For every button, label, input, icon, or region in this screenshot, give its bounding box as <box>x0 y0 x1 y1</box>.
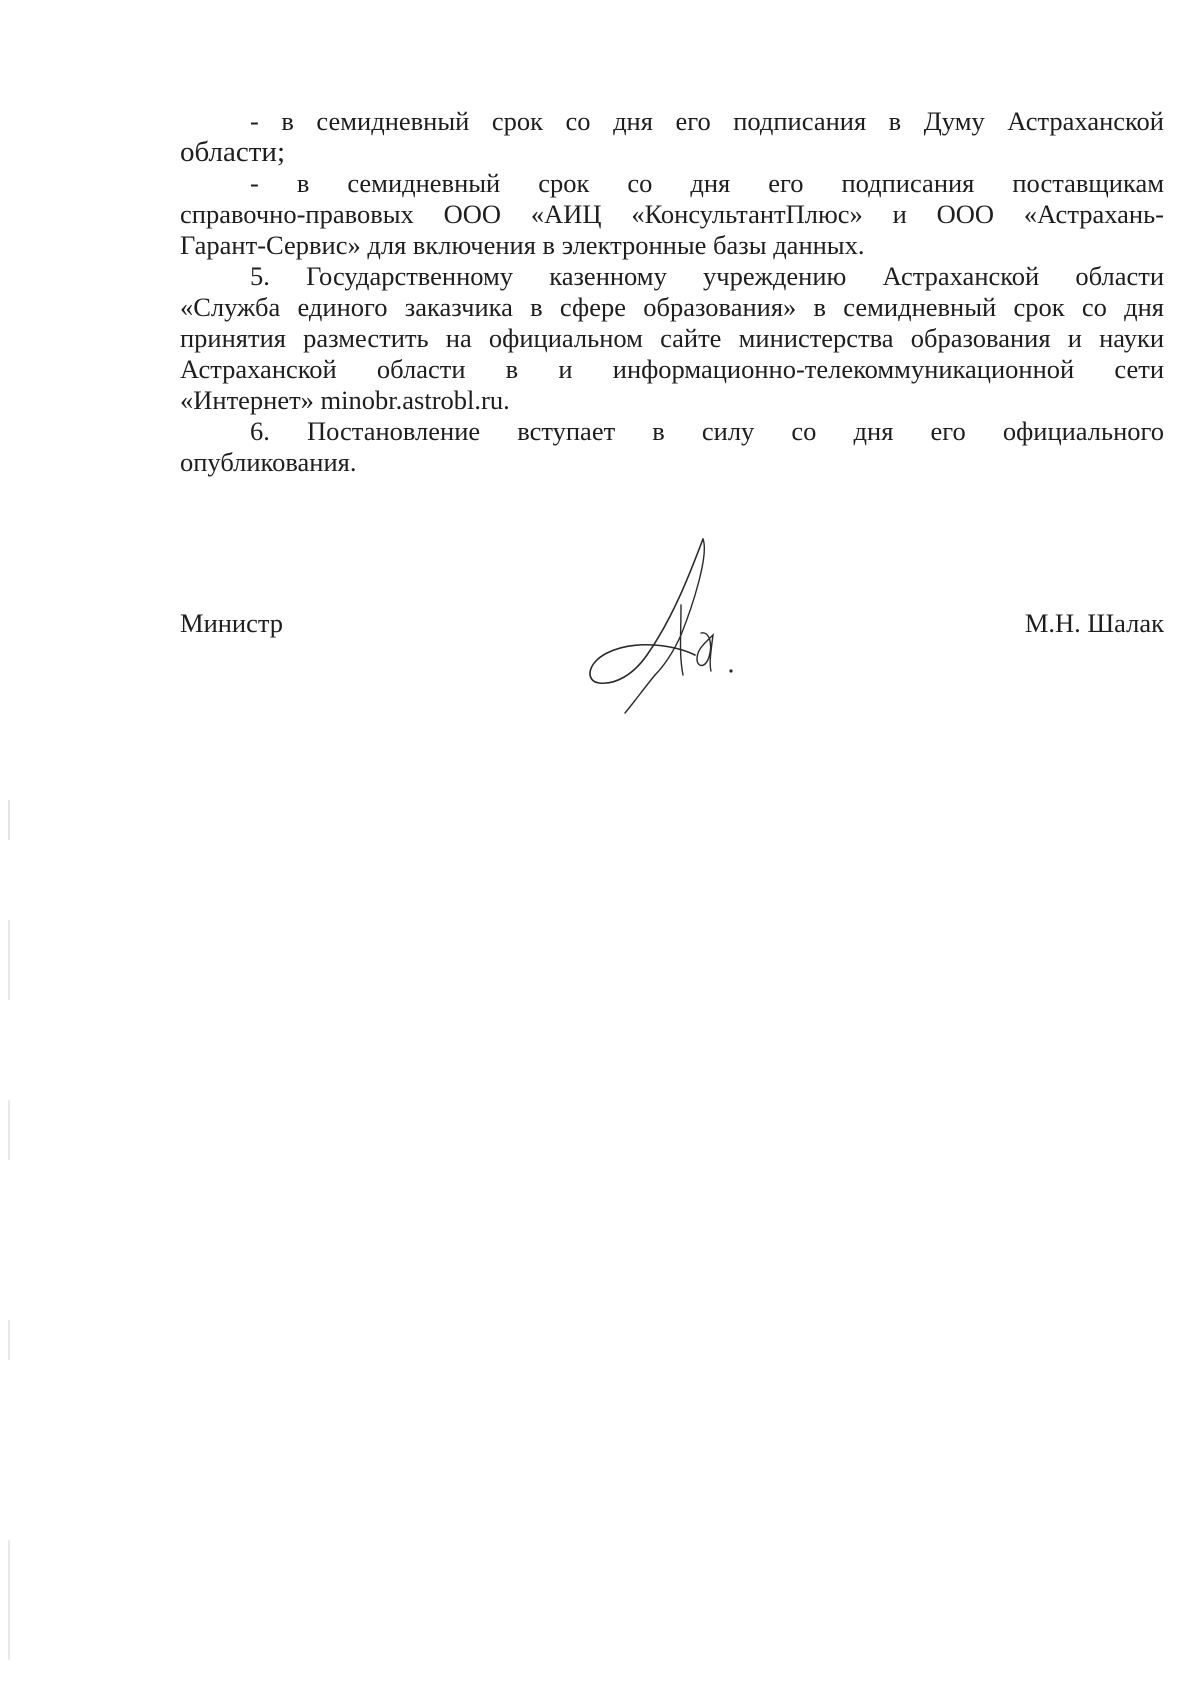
text-line: Гарант-Сервис» для включения в электронные базы данных. <box>180 230 865 260</box>
handwritten-signature <box>585 535 755 735</box>
signer-position: Министр <box>180 608 284 638</box>
text-line: принятия разместить на официальном сайте министерства образования и науки <box>180 323 1164 353</box>
scan-edge-marks <box>8 800 10 1680</box>
text-line: справочно-правовых ООО «АИЦ «КонсультантПлюс» и ООО «Астрахань- <box>180 199 1164 229</box>
paragraph-item-5 <box>180 261 1164 416</box>
text-line: - в семидневный срок со дня его подписания в Думу Астраханской <box>250 106 1164 136</box>
text-line: опубликования. <box>180 447 357 477</box>
signer-name: М.Н. Шалак <box>1024 608 1164 638</box>
text-line: 6. Постановление вступает в силу со дня его официального <box>250 416 1164 446</box>
paragraph-item-6 <box>180 416 1164 478</box>
document-body <box>180 106 1164 478</box>
text-line: «Служба единого заказчика в сфере образования» в семидневный срок со дня <box>180 292 1164 322</box>
text-line: - в семидневный срок со дня его подписания поставщикам <box>250 168 1164 198</box>
paragraph-legal-databases <box>180 168 1164 261</box>
paragraph-duma <box>180 106 1164 168</box>
text-line: «Интернет» minobr.astrobl.ru. <box>180 385 510 415</box>
text-line: области; <box>180 136 285 168</box>
text-line: Астраханской области в и информационно-телекоммуникационной сети <box>180 354 1164 384</box>
text-line: 5. Государственному казенному учреждению Астраханской области <box>250 261 1164 291</box>
